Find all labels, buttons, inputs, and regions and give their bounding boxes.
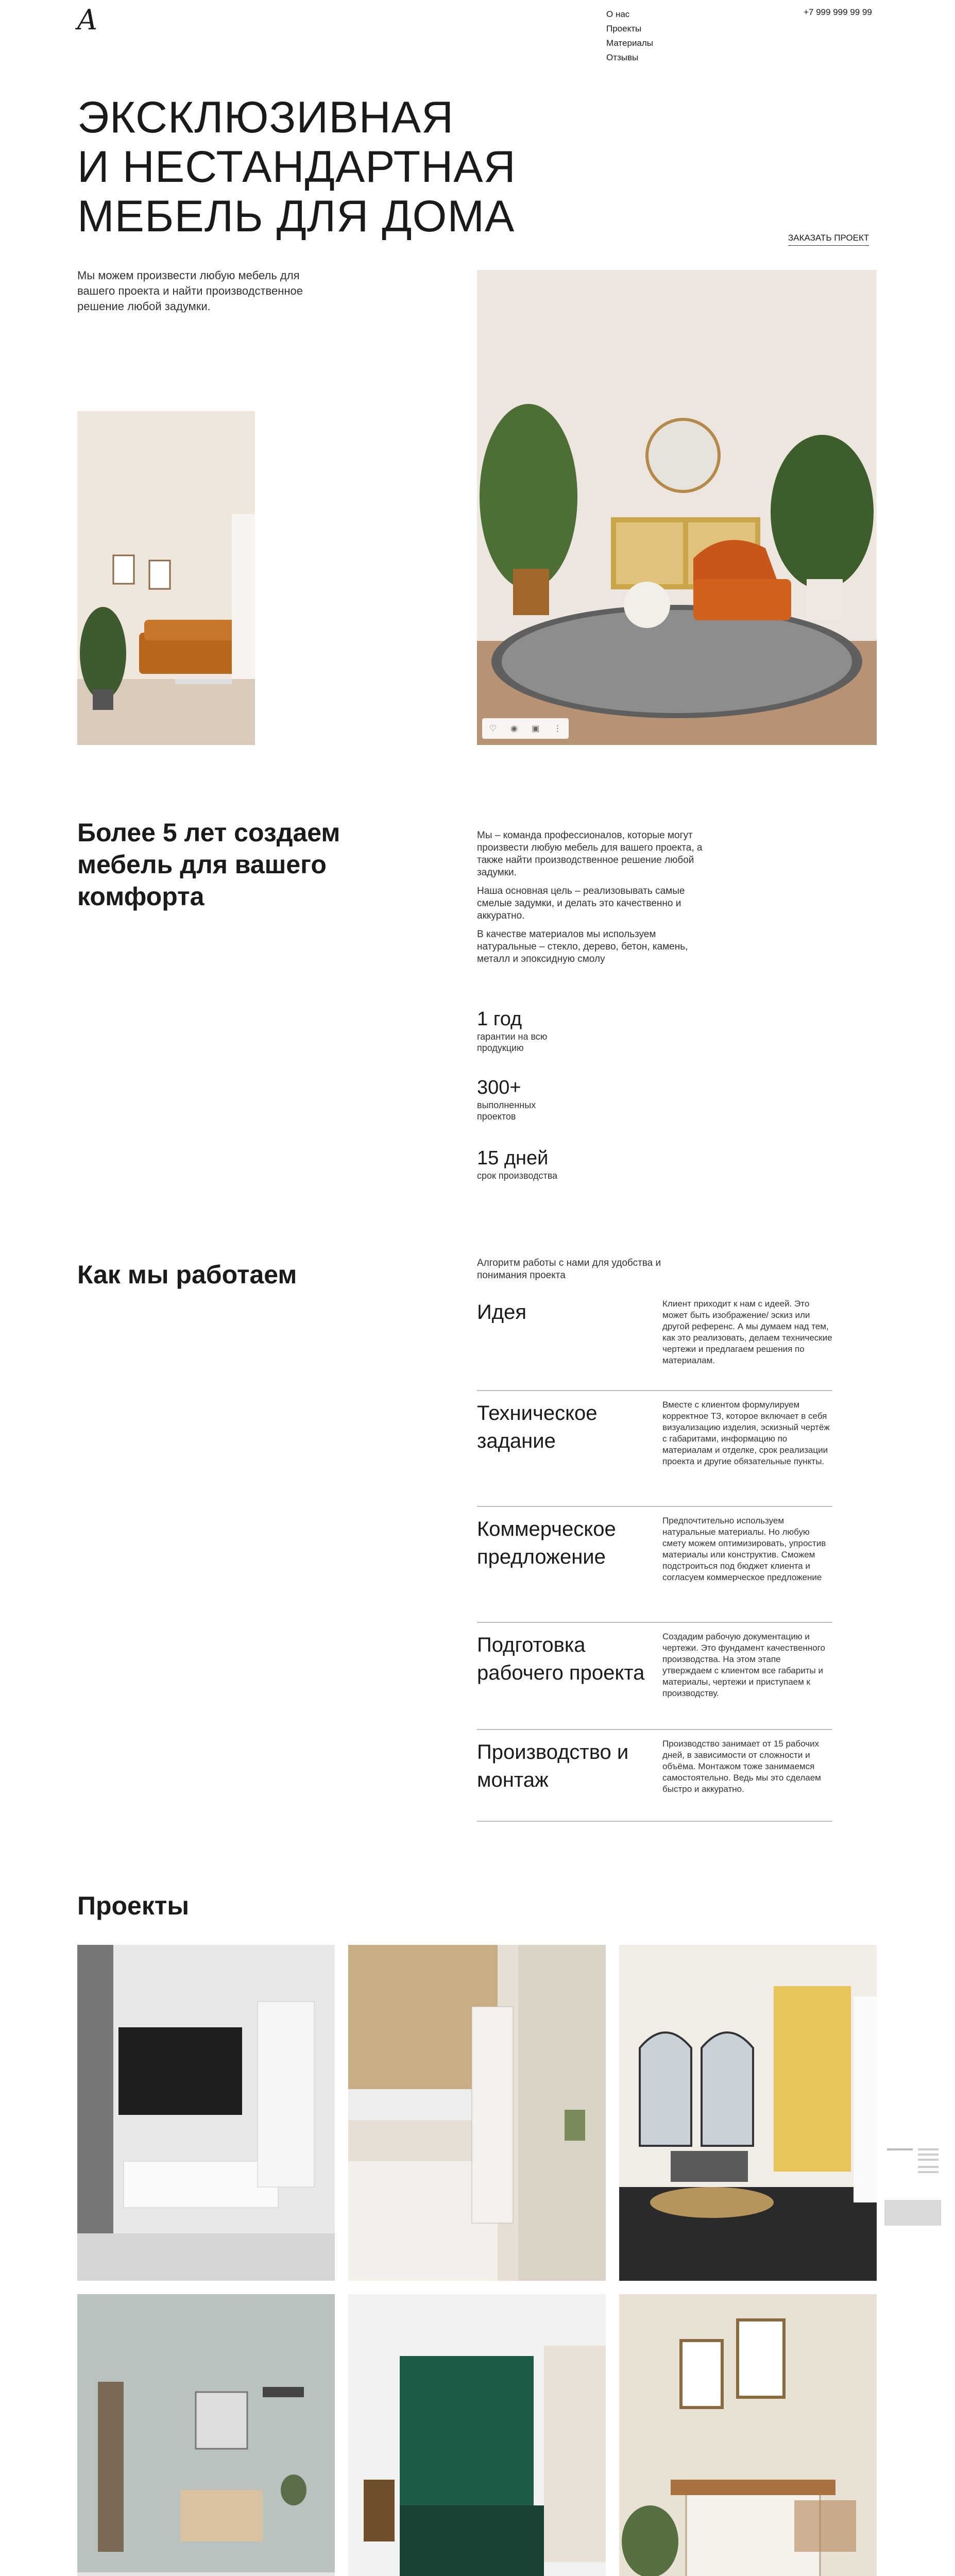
stat-value: 1 год [477,1008,522,1030]
side-preview-thumbnail[interactable] [882,2128,944,2231]
order-project-link[interactable]: ЗАКАЗАТЬ ПРОЕКТ [788,233,869,246]
about-paragraph: Наша основная цель – реализовывать самые смелые задумки, и делать это качественно и аккуратно. [477,886,685,921]
step-name: Идея [477,1301,526,1324]
step-description: Предпочтительно используем натуральные материалы. Но любую смету можем оптимизировать, упростив материалы или конструктив. Сможем подстроиться под бюджет клиента и согласуем коммерческое предложение [662,1516,826,1582]
about-text [477,829,709,972]
about-paragraph: В качестве материалов мы используем натуральные – стекло, дерево, бетон, камень, металл и эпоксидную смолу [477,929,688,964]
image-icon[interactable]: ▣ [532,724,540,733]
nav-link-materials[interactable]: Материалы [606,38,654,48]
hero-image-interior [477,270,877,745]
step-description: Вместе с клиентом формулируем корректное ТЗ, которое включает в себя визуализацию изделия, эскизный чертёж с габаритами, информацию по материалам и отделке, срок реализации проекта и другие обязательные пункты. [662,1400,830,1466]
project-image-tv-room[interactable] [77,1945,335,2281]
nav-link-reviews[interactable]: Отзывы [606,53,639,62]
process-intro: Алгоритм работы с нами для удобства и понимания проекта [477,1258,661,1281]
nav-link-projects[interactable]: Проекты [606,24,642,33]
stat-label: срок производства [477,1171,558,1181]
process-steps [477,1293,832,1822]
project-image-dresser[interactable] [619,2294,877,2576]
stat-value: 15 дней [477,1147,549,1169]
process-step [477,1730,832,1822]
more-icon[interactable]: ⋮ [553,724,562,733]
projects-title: Проекты [77,1891,190,1920]
phone-number[interactable]: +7 999 999 99 99 [804,7,872,17]
stat-value: 300+ [477,1077,521,1098]
project-image-bedroom[interactable] [348,2294,606,2576]
main-nav [606,7,653,65]
step-description: Производство занимает от 15 рабочих дней, в зависимости от сложности и объёма. Монтажом тоже занимаемся самостоятельно. Ведь мы это сделаем быстро и аккуратно. [662,1739,821,1794]
project-image-loft[interactable] [619,1945,877,2281]
hero-image-living-room [77,411,255,745]
step-name: Производство и монтаж [477,1741,629,1791]
heart-icon[interactable]: ♡ [489,724,497,733]
nav-link-about[interactable]: О нас [606,9,630,19]
stat-projects [477,1076,632,1122]
stat-label: выполненных проектов [477,1100,536,1122]
eye-icon[interactable]: ◉ [510,724,518,733]
step-name: Техническое задание [477,1402,598,1452]
step-description: Клиент приходит к нам с идеей. Это может быть изображение/ эскиз или другой референс. А мы думаем над тем, как это реализовать, делаем технические чертежи и предлагаем решения по материалам. [662,1299,832,1365]
process-step [477,1623,832,1730]
project-image-bathroom[interactable] [77,2294,335,2576]
stat-warranty [477,1007,632,1054]
step-description: Создадим рабочую документацию и чертежи. Это фундамент качественного производства. На этом этапе утверждаем с клиентом все габариты и материалы, чертежи и приступаем к производству. [662,1632,825,1698]
projects-gallery [77,1945,877,2576]
process-step [477,1293,832,1391]
hero-title-line: ЭКСКЛЮЗИВНАЯ [77,93,454,142]
stat-label: гарантии на всю продукцию [477,1031,548,1053]
process-title: Как мы работаем [77,1260,297,1289]
image-viewer-toolbar [482,718,569,739]
hero-title-line: И НЕСТАНДАРТНАЯ [77,142,516,192]
project-image-kitchen[interactable] [348,1945,606,2281]
hero-title [77,93,516,241]
process-step [477,1507,832,1623]
stat-production-time [477,1146,632,1181]
step-name: Подготовка рабочего проекта [477,1634,645,1684]
step-name: Коммерческое предложение [477,1518,616,1568]
hero-subtitle: Мы можем произвести любую мебель для вашего проекта и найти производственное решение любой задумки. [77,269,303,313]
process-step [477,1391,832,1507]
brand-logo[interactable]: A [77,4,97,36]
hero-title-line: МЕБЕЛЬ ДЛЯ ДОМА [77,192,515,241]
about-title: Более 5 лет создаем мебель для вашего комфорта [77,818,340,911]
about-paragraph: Мы – команда профессионалов, которые могут произвести любую мебель для вашего проекта, а также найти производственное решение любой задумки. [477,830,703,878]
